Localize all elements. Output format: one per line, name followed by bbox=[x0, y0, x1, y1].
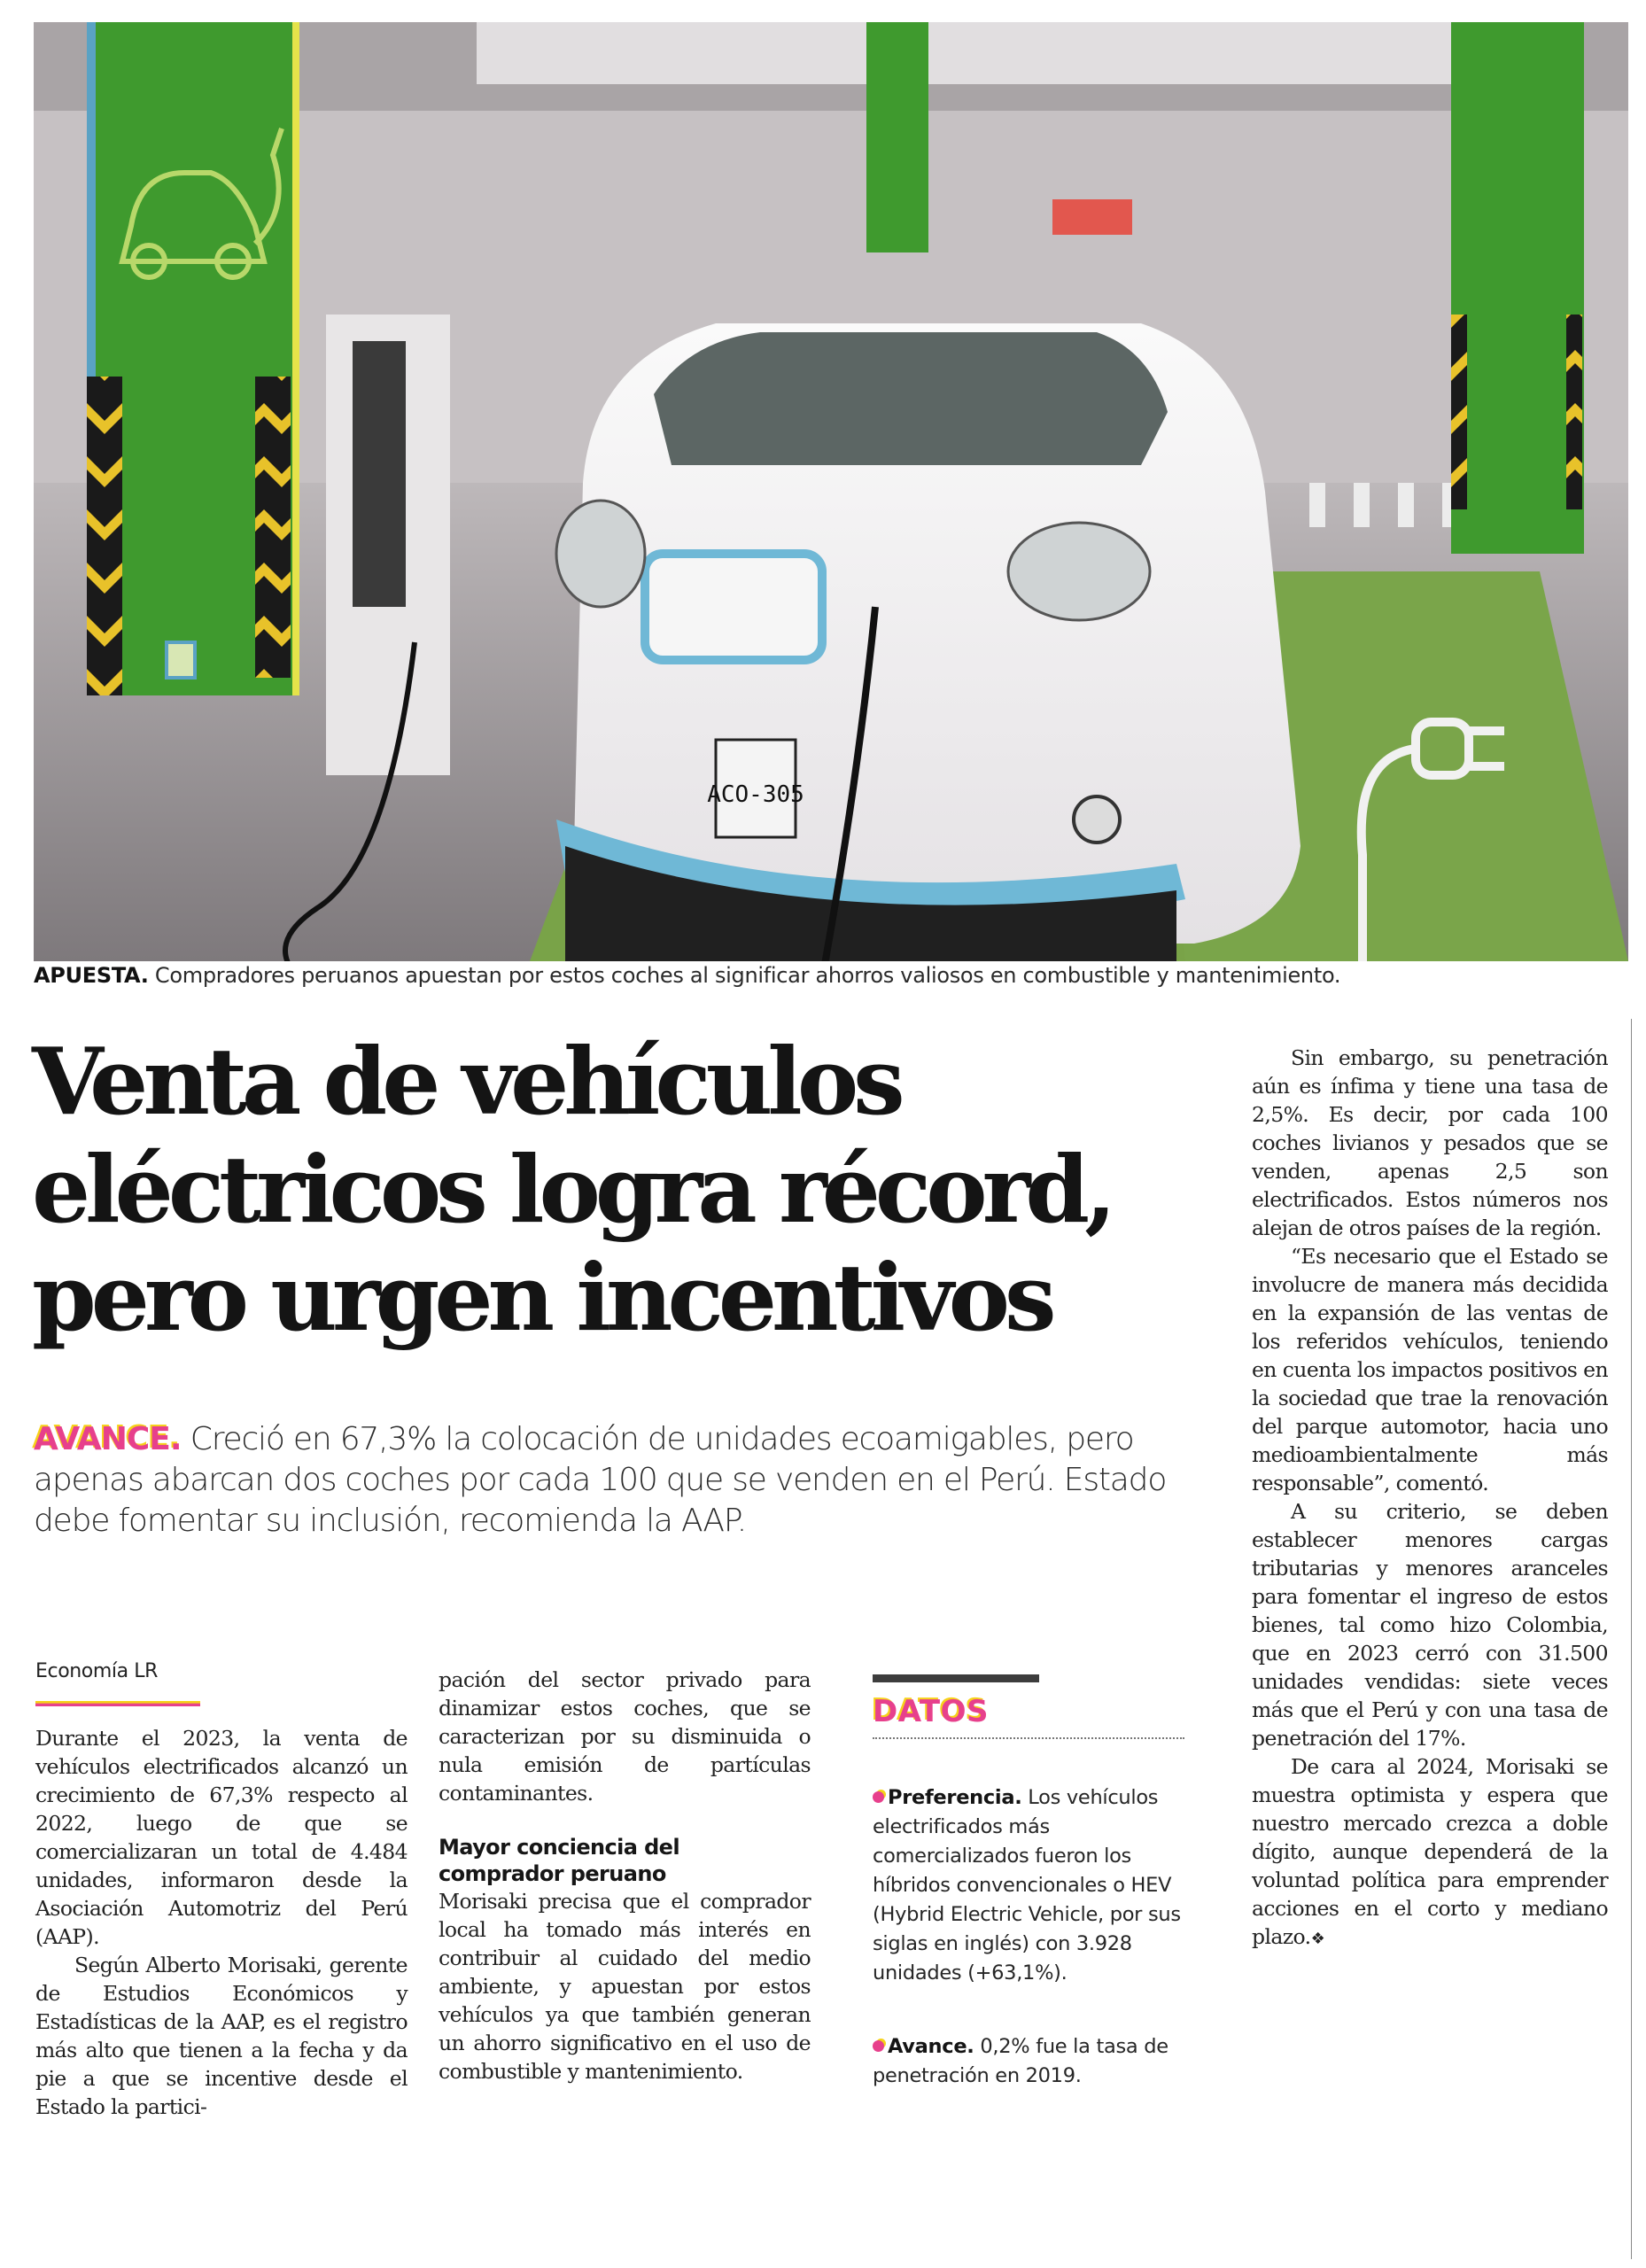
datos-top-rule bbox=[873, 1674, 1039, 1682]
datos-item-label: Avance. bbox=[888, 2035, 974, 2058]
datos-title: DATOS bbox=[873, 1694, 989, 1729]
bullet-dot-icon bbox=[873, 2040, 884, 2052]
headline-line-1: Venta de vehículos bbox=[32, 1027, 900, 1136]
paragraph-final bbox=[1252, 1752, 1608, 1953]
datos-divider bbox=[873, 1737, 1184, 1739]
datos-item-text: 0,2% fue la tasa de penetración en 2019. bbox=[873, 2035, 1169, 2087]
caption-text: Compradores peruanos apuestan por estos coches al significar ahorros valiosos en combustible y mantenimiento. bbox=[148, 963, 1341, 988]
headline-line-3: pero urgen incentivos bbox=[32, 1243, 1052, 1352]
datos-item-label: Preferencia. bbox=[888, 1786, 1022, 1809]
paragraph: Durante el 2023, la venta de vehículos electrificados alcanzó un crecimiento de 67,3% respecto al 2022, luego de que se comercializaran un total de 4.484 unidades, informaron desde la Asociación Automotriz del Perú (AAP). bbox=[35, 1726, 408, 1949]
deck-text: Creció en 67,3% la colocación de unidades ecoamigables, pero apenas abarcan dos coches por cada 100 que se venden en el Perú. Estado debe fomentar su inclusión, recomienda la AAP. bbox=[34, 1421, 1167, 1539]
bullet-dot-icon bbox=[873, 1791, 884, 1803]
paragraph: A su criterio, se deben establecer menores cargas tributarias y menores aranceles para fomentar el ingreso de estos bienes, tal como hizo Colombia, que en 2023 cerró con 31.500 unidades vendidas: siete veces más que el Perú y con una tasa de penetración del 17%. bbox=[1252, 1499, 1608, 1751]
datos-item bbox=[873, 1783, 1187, 1988]
column-divider-rule bbox=[1631, 1019, 1632, 2259]
byline-rule bbox=[35, 1701, 200, 1706]
body-column-4 bbox=[1252, 1044, 1608, 1953]
photo-caption bbox=[34, 961, 1628, 990]
svg-text:ACO-305: ACO-305 bbox=[707, 781, 804, 808]
body-column-1 bbox=[35, 1658, 408, 2121]
deck-kicker: AVANCE. bbox=[34, 1421, 182, 1457]
datos-item bbox=[873, 2032, 1187, 2091]
paragraph-text: De cara al 2024, Morisaki se muestra optimista y espera que nuestro mercado crezca a doble dígito, aunque dependerá de la voluntad política para emprender acciones en el corto y mediano plazo. bbox=[1252, 1754, 1608, 1949]
deck-summary bbox=[34, 1419, 1221, 1542]
paragraph: “Es necesario que el Estado se involucre de manera más decidida en la expansión de las ventas de los referidos vehículos, teniendo en cuenta los impactos positivos en la sociedad que trae la renovación del parque automotor, hacia uno medioambientalmente más responsable”, comentó. bbox=[1252, 1244, 1608, 1495]
paragraph: Según Alberto Morisaki, gerente de Estudios Económicos y Estadísticas de la AAP, es el registro más alto que tienen a la fecha y da pie a que se incentive desde el Estado la partici- bbox=[35, 1953, 408, 2119]
article-photo bbox=[34, 22, 1628, 961]
body-column-2 bbox=[439, 1666, 811, 2085]
caption-kicker: APUESTA. bbox=[34, 963, 149, 988]
headline-line-2: eléctricos logra récord, bbox=[32, 1135, 1112, 1244]
datos-sidebar bbox=[873, 1674, 1187, 2091]
headline bbox=[32, 1028, 1219, 1352]
datos-item-text: Los vehículos electrificados más comercializados fueron los híbridos convencionales o HEV (Hybrid Electric Vehicle, por sus siglas en inglés) con 3.928 unidades (+63,1%). bbox=[873, 1786, 1181, 1984]
paragraph: Morisaki precisa que el comprador local ha tomado más interés en contribuir al cuidado del medio ambiente, y apuestan por estos vehículos ya que también generan un ahorro significativo en el uso de combustible y mantenimiento. bbox=[439, 1889, 811, 2084]
subheading: Mayor conciencia del comprador peruano bbox=[439, 1835, 679, 1886]
ev-charging-photo-illustration bbox=[34, 22, 1628, 961]
byline: Economía LR bbox=[35, 1660, 159, 1682]
paragraph: pación del sector privado para dinamizar estos coches, que se caracterizan por su disminuida o nula emisión de partículas contaminantes. bbox=[439, 1667, 811, 1806]
paragraph: Sin embargo, su penetración aún es ínfima y tiene una tasa de 2,5%. Es decir, por cada 100 coches livianos y pesados que se venden, apenas 2,5 son electrificados. Estos números nos alejan de otros países de la región. bbox=[1252, 1045, 1608, 1240]
end-of-article-icon: ❖ bbox=[1310, 1930, 1325, 1948]
